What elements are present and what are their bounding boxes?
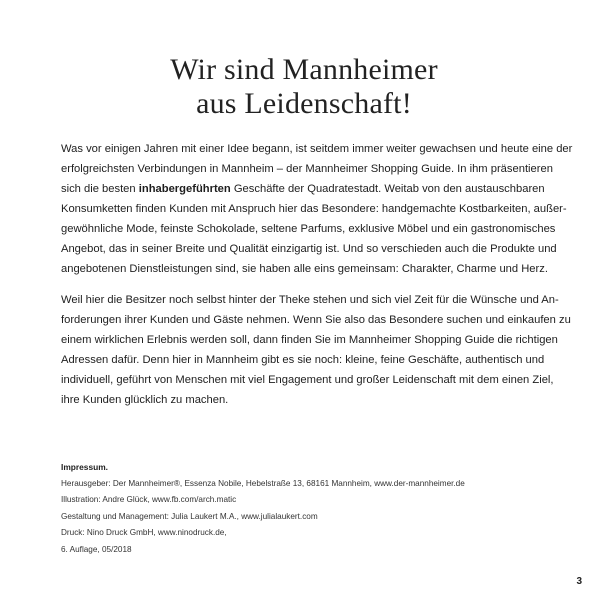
- paragraph-line: einem wirklichen Erlebnis werden soll, dann finden Sie im Mannheimer Shopping Guide die richtigen: [61, 334, 558, 346]
- second-paragraph: [61, 290, 571, 410]
- imprint-publisher: Herausgeber: Der Mannheimer®, Essenza Nobile, Hebelstraße 13, 68161 Mannheim, www.der-mannheimer.de: [61, 478, 465, 488]
- paragraph-line: Weil hier die Besitzer noch selbst hinter der Theke stehen und sich viel Zeit für die Wünsche und An-: [61, 294, 559, 306]
- page-number: 3: [576, 576, 582, 587]
- paragraph-line: Angebot, das in seiner Breite und Qualität einzigartig ist. Und so verschieden auch die Produkte und: [61, 243, 557, 255]
- emphasis-text: inhabergeführten: [138, 183, 231, 195]
- paragraph-line: ihre Kunden glücklich zu machen.: [61, 394, 229, 406]
- text-fragment: Geschäfte der Quadratestadt. Weitab von den austauschbaren: [230, 183, 545, 195]
- intro-paragraph: [61, 139, 573, 279]
- imprint-heading: Impressum.: [61, 462, 109, 472]
- page-title: [60, 53, 548, 121]
- paragraph-line: Adressen dafür. Denn hier in Mannheim gibt es sie noch: kleine, feine Geschäfte, authentisch und: [61, 354, 545, 366]
- imprint-design: Gestaltung und Management: Julia Laukert M.A., www.julialaukert.com: [61, 511, 318, 521]
- imprint-section: [61, 459, 541, 558]
- paragraph-line: forderungen ihrer Kunden und Gäste nehmen. Wenn Sie also das Besondere suchen und einkaufen zu: [61, 314, 571, 326]
- title-line-1: Wir sind Mannheimer: [170, 53, 438, 86]
- paragraph-line: erfolgreichsten Verbindungen in Mannheim – der Mannheimer Shopping Guide. In ihm präsentieren: [61, 163, 553, 175]
- imprint-print: Druck: Nino Druck GmbH, www.ninodruck.de,: [61, 528, 227, 537]
- imprint-edition: 6. Auflage, 05/2018: [61, 544, 132, 554]
- paragraph-line: Was vor einigen Jahren mit einer Idee begann, ist seitdem immer weiter gewachsen und heute eine der: [61, 143, 573, 155]
- paragraph-line: Konsumketten finden Kunden mit Anspruch hier das Besondere: handgemachte Kostbarkeiten, außer-: [61, 203, 567, 215]
- paragraph-line: [61, 179, 553, 199]
- paragraph-line: angebotenen Dienstleistungen sind, sie haben alle eins gemeinsam: Charakter, Charme und Herz.: [61, 263, 548, 275]
- paragraph-line: gewöhnliche Mode, feinste Schokolade, seltene Parfums, exklusive Möbel und ein gastronomisches: [61, 223, 556, 235]
- text-fragment: sich die besten: [61, 183, 139, 195]
- title-line-2: aus Leidenschaft!: [196, 87, 412, 120]
- imprint-illustration: Illustration: Andre Glück, www.fb.com/arch.matic: [61, 495, 237, 504]
- paragraph-line: individuell, geführt von Menschen mit viel Engagement und großer Leidenschaft mit dem einen Ziel,: [61, 374, 554, 386]
